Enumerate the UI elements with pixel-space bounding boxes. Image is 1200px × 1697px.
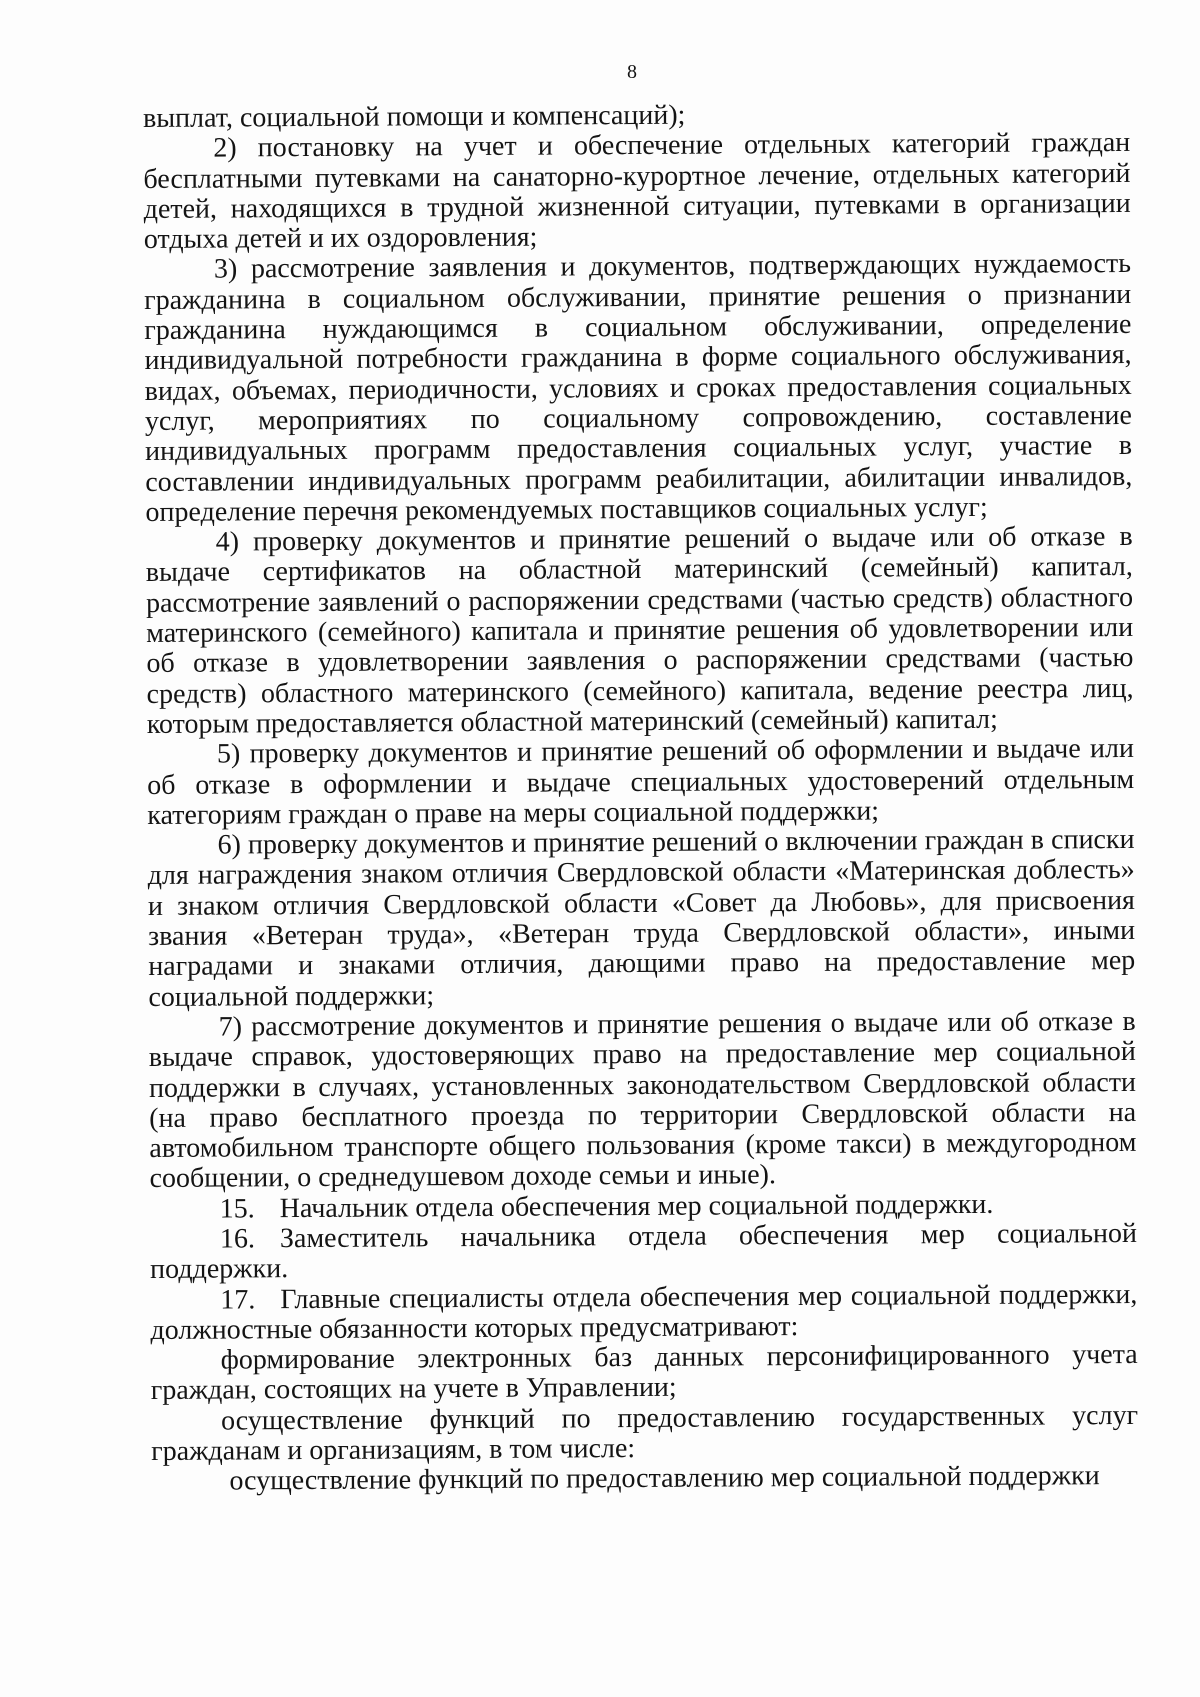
item-number: 17.	[220, 1283, 256, 1316]
duty-paragraph: осуществление функций по предоставлению государственных услуг гражданам и организациям, в том числе:	[151, 1399, 1139, 1468]
list-item-7: 7) рассмотрение документов и принятие решения о выдаче или об отказе в выдаче справок, удостоверяющих право на предоставление мер социальной поддержки в случаях, установленных законодательством Свердловской области (на право бесплатного проезда по территории Свердловской области на автомобильном транспорте общего пользования (кроме такси) в междугородном сообщении, о среднедушевом доходе семьи и иные).	[148, 1005, 1137, 1195]
item-number: 16.	[219, 1223, 256, 1255]
numbered-item-17	[150, 1280, 1137, 1347]
item-text: Заместитель начальника отдела обеспечения мер социальной поддержки.	[150, 1217, 1138, 1286]
page-number: 8	[627, 61, 637, 83]
list-item-5: 5) проверку документов и принятие решений об оформлении и выдаче или об отказе в оформлении и выдаче специальных удостоверений отдельным категориям граждан о праве на меры социальной поддержки;	[147, 733, 1135, 831]
list-item-4: 4) проверку документов и принятие решений о выдаче или об отказе в выдаче сертификатов на областной материнский (семейный) капитал, рассмотрение заявлений о распоряжении средствами (частью средств) областного материнского (семейного) капитала и принятие решения об удовлетворении или об отказе в удовлетворении заявления о распоряжении средствами (частью средств) областного материнского (семейного) капитала, ведение реестра лиц, которым предоставляется областной материнский (семейный) капитал;	[145, 521, 1134, 740]
numbered-item-16	[150, 1219, 1137, 1286]
list-item-2: 2) постановку на учет и обеспечение отдельных категорий граждан бесплатными путевками на санаторно-курортное лечение, отдельных категорий детей, находящихся в трудной жизненной ситуации, путевками в организации отдыха детей и их оздоровления;	[143, 127, 1131, 256]
list-item-3: 3) рассмотрение заявления и документов, подтверждающих нуждаемость гражданина в социальном обслуживании, принятие решения о признании гражданина нуждающимся в социальном обслуживании, определение индивидуальной потребности гражданина в форме социального обслуживания, видах, объемах, периодичности, условиях и сроках предоставления социальных услуг, мероприятиях по социальному сопровождению, составление индивидуальных программ предоставления социальных услуг, участие в составлении индивидуальных программ реабилитации, абилитации инвалидов, определение перечня рекомендуемых поставщиков социальных услуг;	[144, 248, 1133, 528]
duty-paragraph: формирование электронных баз данных персонифицированного учета граждан, состоящих на учете в Управлении;	[150, 1339, 1138, 1407]
item-text: Главные специалисты отдела обеспечения мер социальной поддержки, должностные обязанности которых предусматривают:	[150, 1278, 1138, 1346]
paragraph-continuation: выплат, социальной помощи и компенсаций);	[142, 99, 686, 134]
list-item-6: 6) проверку документов и принятие решений о включении граждан в списки для награждения знаком отличия Свердловской области «Материнская доблесть» и знаком отличия Свердловской области «Совет да Любовь», для присвоения звания «Ветеран труда», «Ветеран труда Свердловской области», иными наградами и знаками отличия, дающими право на предоставление мер социальной поддержки;	[147, 824, 1136, 1013]
item-text: Начальник отдела обеспечения мер социальной поддержки.	[279, 1188, 994, 1224]
duty-paragraph: осуществление функций по предоставлению мер социальной поддержки	[229, 1460, 1100, 1497]
item-number: 15.	[219, 1193, 255, 1225]
document-body	[143, 98, 1138, 1498]
